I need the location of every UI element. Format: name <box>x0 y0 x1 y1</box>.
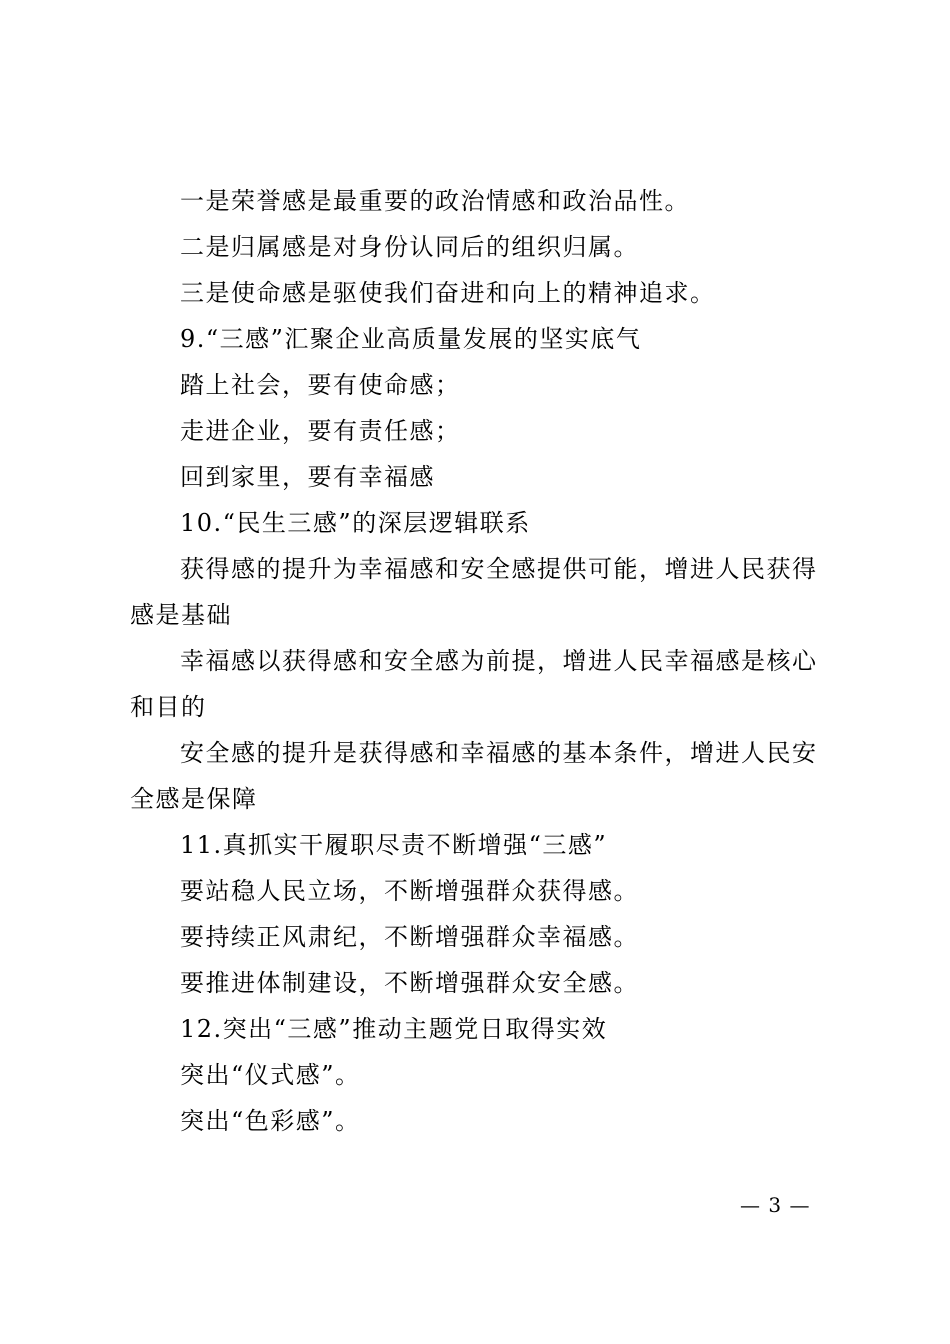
paragraph-line: 要推进体制建设，不断增强群众安全感。 <box>180 969 639 997</box>
section-heading: 11.真抓实干履职尽责不断增强“三感” <box>180 831 608 859</box>
paragraph-line: 和目的 <box>130 693 207 721</box>
paragraph-line: 幸福感以获得感和安全感为前提，增进人民幸福感是核心 <box>180 647 818 675</box>
paragraph-line: 二是归属感是对身份认同后的组织归属。 <box>180 233 639 261</box>
paragraph-line: 要站稳人民立场，不断增强群众获得感。 <box>180 877 639 905</box>
section-heading: 12.突出“三感”推动主题党日取得实效 <box>180 1015 608 1043</box>
paragraph-line: 回到家里，要有幸福感 <box>180 463 435 491</box>
paragraph-line: 突出“色彩感”。 <box>180 1107 361 1135</box>
paragraph-line: 一是荣誉感是最重要的政治情感和政治品性。 <box>180 187 690 215</box>
paragraph-line: 走进企业，要有责任感； <box>180 417 461 445</box>
paragraph-line: 安全感的提升是获得感和幸福感的基本条件，增进人民安 <box>180 739 818 767</box>
section-heading: 10.“民生三感”的深层逻辑联系 <box>180 509 531 537</box>
paragraph-line: 全感是保障 <box>130 785 258 813</box>
paragraph-line: 获得感的提升为幸福感和安全感提供可能，增进人民获得 <box>180 555 818 583</box>
paragraph-line: 三是使命感是驱使我们奋进和向上的精神追求。 <box>180 279 716 307</box>
paragraph-line: 要持续正风肃纪，不断增强群众幸福感。 <box>180 923 639 951</box>
paragraph-line: 突出“仪式感”。 <box>180 1061 361 1089</box>
section-heading: 9.“三感”汇聚企业高质量发展的坚实底气 <box>180 325 642 353</box>
paragraph-line: 感是基础 <box>130 601 232 629</box>
page-number: — 3 — <box>740 1193 811 1217</box>
paragraph-line: 踏上社会，要有使命感； <box>180 371 461 399</box>
